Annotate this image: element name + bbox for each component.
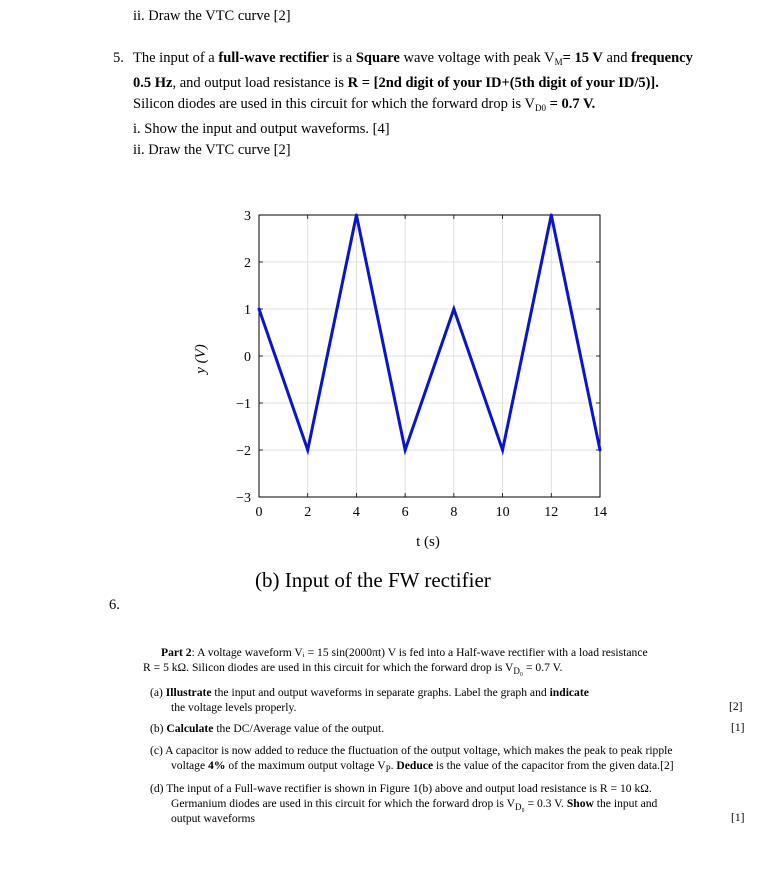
x-tick-label: 4 xyxy=(352,505,360,520)
q6-b-bold: Calculate xyxy=(166,722,214,735)
q5-bold-15v: = 15 V xyxy=(562,50,603,66)
chart-grid xyxy=(259,215,600,497)
q6-text: the input and output waveforms in separate graphs. Label the graph and xyxy=(211,686,550,699)
q6-a-line2: the voltage levels properly. xyxy=(171,701,297,714)
y-tick-label: −1 xyxy=(236,397,251,412)
q5-bold-frequency: frequency xyxy=(631,50,693,66)
q5-text: Silicon diodes are used in this circuit for which the forward drop is V xyxy=(133,96,536,112)
q6-text: of the maximum output voltage V xyxy=(225,759,386,772)
q6-text: is the value of the capacitor from the given data. xyxy=(433,759,661,772)
y-tick-label: 2 xyxy=(244,256,251,271)
y-axis-label: y (V) xyxy=(193,344,209,374)
x-tick-label: 0 xyxy=(255,505,263,520)
x-tick-label: 10 xyxy=(495,505,510,520)
q6-d-bold: Show xyxy=(566,797,594,810)
q6-text: the input and xyxy=(593,797,658,810)
q6-text: = 0.7 V. xyxy=(523,661,563,674)
q6-a-bold2: indicate xyxy=(549,686,589,699)
q6-c-sub: P xyxy=(385,764,391,774)
q6-a-label: (a) xyxy=(150,686,166,699)
q5-text: The input of a xyxy=(133,50,219,66)
q6-text: voltage xyxy=(171,759,209,772)
q6-b-mark: [1] xyxy=(731,721,745,734)
chart-points xyxy=(258,214,602,452)
y-tick-label: −2 xyxy=(236,444,251,459)
y-tick-label: −3 xyxy=(236,491,251,506)
y-tick-label: 3 xyxy=(244,209,251,224)
q6-text: . xyxy=(390,759,397,772)
q6-c-mark: [2] xyxy=(660,759,674,772)
data-point xyxy=(306,449,309,452)
q6-text: : A voltage waveform Vᵢ = 15 sin(2000πt) V is fed into a Half-wave rectifier with a load resistance xyxy=(191,646,648,659)
q5-item-i: i. Show the input and output waveforms. [4] xyxy=(133,121,390,137)
q6-d-sub: D₀ xyxy=(514,802,525,812)
data-point xyxy=(404,449,407,452)
q5-text: is a xyxy=(328,50,356,66)
q6-c-bold1: 4% xyxy=(208,759,226,772)
q6-b-label: (b) xyxy=(150,722,167,735)
series-line xyxy=(259,215,600,450)
q6-d-line3: output waveforms xyxy=(171,812,256,825)
q5-bold-square: Square xyxy=(355,50,400,66)
q5-text: wave voltage with peak V xyxy=(399,50,555,66)
q6-text: = 0.3 V. xyxy=(524,797,567,810)
data-point xyxy=(501,449,504,452)
q6-b-line xyxy=(150,721,384,736)
data-point xyxy=(355,214,358,217)
y-tick-label: 1 xyxy=(244,303,251,318)
q5-item-ii: ii. Draw the VTC curve [2] xyxy=(133,142,291,158)
q5-bold-freq-value: 0.5 Hz xyxy=(133,75,173,91)
q6-part-label: Part 2 xyxy=(161,646,192,659)
q5-sub-d0: D0 xyxy=(535,103,547,113)
q5-bold-resistance: R = [2nd digit of your ID+(5th digit of your ID/5)]. xyxy=(347,75,659,91)
q5-bold-drop: = 0.7 V. xyxy=(546,96,596,112)
q5-text: and xyxy=(602,50,632,66)
x-tick-label: 14 xyxy=(593,505,607,520)
q6-intro-line2 xyxy=(143,660,562,679)
q6-text: R = 5 kΩ. Silicon diodes are used in this circuit for which the forward drop is V xyxy=(143,661,514,674)
q5-bold-fwr: full-wave rectifier xyxy=(218,50,329,66)
data-point xyxy=(452,308,455,311)
data-point xyxy=(550,214,553,217)
q6-intro-line1 xyxy=(161,645,648,660)
q6-text: Germanium diodes are used in this circuit for which the forward drop is V xyxy=(171,797,515,810)
q6-text: the DC/Average value of the output. xyxy=(213,722,385,735)
q6-c-bold2: Deduce xyxy=(396,759,434,772)
q6-d-mark: [1] xyxy=(731,811,745,824)
q6-a-mark: [2] xyxy=(729,700,743,713)
figure-caption: (b) Input of the FW rectifier xyxy=(255,568,491,592)
q6-c-line1: (c) A capacitor is now added to reduce the fluctuation of the output voltage, which makes the peak to peak ripple xyxy=(150,744,673,757)
y-tick-label: 0 xyxy=(244,350,251,365)
q4-item-ii: ii. Draw the VTC curve [2] xyxy=(133,8,291,24)
data-point xyxy=(258,308,261,311)
x-tick-label: 12 xyxy=(544,505,559,520)
q5-text: , and output load resistance is xyxy=(172,75,348,91)
x-tick-label: 8 xyxy=(450,505,458,520)
q6-d-line1: (d) The input of a Full-wave rectifier is shown in Figure 1(b) above and output load resistance is R = 10 kΩ. xyxy=(150,782,652,795)
data-point xyxy=(599,449,602,452)
q6-number: 6. xyxy=(109,597,120,613)
q5-sub-m: M xyxy=(554,57,563,67)
q6-c-line2 xyxy=(171,758,674,777)
q6-a-bold1: Illustrate xyxy=(165,686,212,699)
q6-a-line1 xyxy=(150,685,589,700)
x-axis-label: t (s) xyxy=(416,534,440,550)
q6-intro-sub: D₀ xyxy=(513,666,524,676)
x-tick-label: 2 xyxy=(304,505,312,520)
x-tick-label: 6 xyxy=(401,505,409,520)
q5-number: 5. xyxy=(113,50,124,66)
